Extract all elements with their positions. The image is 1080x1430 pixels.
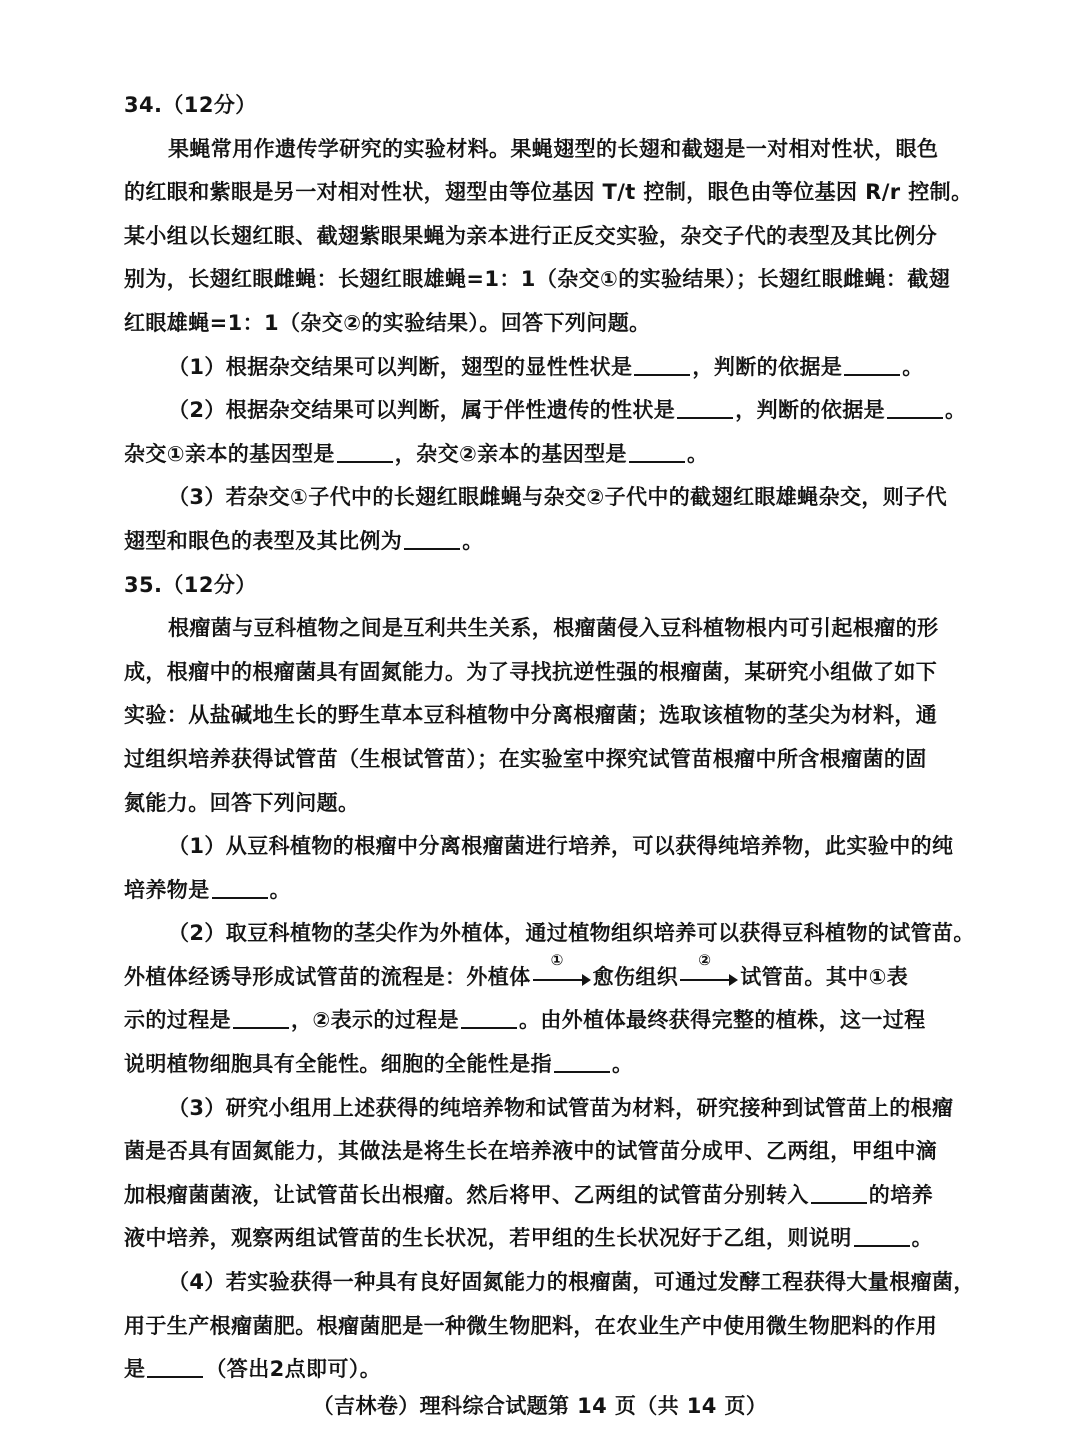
q35-sub4-text: （答出2点即可）。 xyxy=(205,1357,382,1382)
answer-blank[interactable] xyxy=(212,877,268,899)
q34-stem-line: 红眼雄蝇=1：1（杂交②的实验结果）。回答下列问题。 xyxy=(124,310,651,335)
period: 。 xyxy=(945,398,967,423)
q35-sub3: （3）研究小组用上述获得的纯培养物和试管苗为材料，研究接种到试管苗上的根瘤 xyxy=(168,1095,954,1120)
flow-node-callus: 愈伤组织 xyxy=(592,964,679,989)
q34-sub3-text: 翅型和眼色的表型及其比例为 xyxy=(124,528,403,553)
q34-stem-line: 别为，长翅红眼雌蝇：长翅红眼雄蝇=1：1（杂交①的实验结果）；长翅红眼雌蝇：截翅 xyxy=(124,267,951,292)
q35-sub4-cont xyxy=(124,1348,986,1392)
q34-stem-line: 某小组以长翅红眼、截翅紫眼果蝇为亲本进行正反交实验，杂交子代的表型及其比例分 xyxy=(124,223,938,248)
answer-blank[interactable] xyxy=(677,397,733,419)
period: 。 xyxy=(686,441,709,466)
exam-page xyxy=(124,84,986,1392)
q35-sub2-text: 。由外植体最终获得完整的植株，这一过程 xyxy=(518,1008,926,1033)
q34-sub2-text: ，杂交②亲本的基因型是 xyxy=(394,441,627,466)
period: 。 xyxy=(902,354,924,379)
q35-stem-line: 过组织培养获得试管苗（生根试管苗）；在实验室中探究试管苗根瘤中所含根瘤菌的固 xyxy=(124,746,927,771)
flow-step-label: ① xyxy=(550,950,564,969)
q35-sub2: （2）取豆科植物的茎尖作为外植体，通过植物组织培养可以获得豆科植物的试管苗。 xyxy=(168,921,975,946)
page-footer: （吉林卷）理科综合试题第 14 页（共 14 页） xyxy=(312,1394,768,1418)
q35-heading: 35.（12分） xyxy=(124,572,257,597)
q35-sub3-text: 的培养 xyxy=(868,1182,933,1207)
q34-sub2-text: ，判断的依据是 xyxy=(735,398,886,423)
q35-sub2-cont xyxy=(124,1043,986,1087)
flow-step-label: ② xyxy=(698,950,712,969)
q35-sub2-text: 示的过程是 xyxy=(124,1008,231,1033)
q35-sub3-cont: 菌是否具有固氮能力，其做法是将生长在培养液中的试管苗分成甲、乙两组，甲组中滴 xyxy=(124,1139,938,1164)
q35-sub4: （4）若实验获得一种具有良好固氮能力的根瘤菌，可通过发酵工程获得大量根瘤菌， xyxy=(168,1270,975,1295)
q35-sub1: （1）从豆科植物的根瘤中分离根瘤菌进行培养，可以获得纯培养物，此实验中的纯 xyxy=(168,834,954,859)
flow-node-plantlet: 试管苗 xyxy=(740,964,805,989)
answer-blank[interactable] xyxy=(147,1356,203,1378)
q35-sub1-cont xyxy=(124,869,986,913)
answer-blank[interactable] xyxy=(844,354,900,376)
q35-stem-line: 实验：从盐碱地生长的野生草本豆科植物中分离根瘤菌；选取该植物的茎尖为材料，通 xyxy=(124,703,938,728)
answer-blank[interactable] xyxy=(854,1225,910,1247)
q34-sub3: （3）若杂交①子代中的长翅红眼雌蝇与杂交②子代中的截翅红眼雄蝇杂交，则子代 xyxy=(168,485,947,510)
q35-stem-line: 成，根瘤中的根瘤菌具有固氮能力。为了寻找抗逆性强的根瘤菌，某研究小组做了如下 xyxy=(124,659,938,684)
q35-sub3-cont xyxy=(124,1217,986,1261)
q34-sub2-text: 杂交①亲本的基因型是 xyxy=(124,441,335,466)
q34-sub2 xyxy=(124,389,986,433)
answer-blank[interactable] xyxy=(811,1182,867,1204)
answer-blank[interactable] xyxy=(404,528,460,550)
q34-sub1-text: （1）根据杂交结果可以判断，翅型的显性性状是 xyxy=(168,354,633,379)
q34-stem-line: 的红眼和紫眼是另一对相对性状，翅型由等位基因 T/t 控制，眼色由等位基因 R/r 控制。 xyxy=(124,180,973,205)
q35-sub2-text: 。其中①表 xyxy=(804,964,909,989)
answer-blank[interactable] xyxy=(233,1007,289,1029)
q35-sub2-text: 说明植物细胞具有全能性。细胞的全能性是指 xyxy=(124,1052,552,1077)
q35-sub2-text: 外植体经诱导形成试管苗的流程是： xyxy=(124,964,467,989)
q34-heading: 34.（12分） xyxy=(124,93,257,117)
answer-blank[interactable] xyxy=(461,1007,517,1029)
q35-stem-line: 氮能力。回答下列问题。 xyxy=(124,790,360,815)
flow-node-explant: 外植体 xyxy=(466,964,531,989)
q35-sub1-text: 培养物是 xyxy=(124,877,210,902)
q35-sub3-text: 液中培养，观察两组试管苗的生长状况，若甲组的生长状况好于乙组，则说明 xyxy=(124,1226,852,1251)
right-arrow-icon xyxy=(680,950,738,988)
period: 。 xyxy=(462,528,484,553)
q34-sub3-cont xyxy=(124,520,986,564)
q35-sub4-cont: 用于生产根瘤菌肥。根瘤菌肥是一种微生物肥料，在农业生产中使用微生物肥料的作用 xyxy=(124,1313,938,1338)
q34-sub2-text: （2）根据杂交结果可以判断，属于伴性遗传的性状是 xyxy=(168,398,676,423)
period: 。 xyxy=(269,877,292,902)
q35-sub3-text: 加根瘤菌菌液，让试管苗长出根瘤。然后将甲、乙两组的试管苗分别转入 xyxy=(124,1182,809,1207)
q35-sub3-cont xyxy=(124,1174,986,1218)
right-arrow-icon xyxy=(533,950,591,988)
answer-blank[interactable] xyxy=(629,441,685,463)
period: 。 xyxy=(911,1226,934,1251)
q34-sub2-cont xyxy=(124,433,986,477)
q35-sub2-text: ，②表示的过程是 xyxy=(291,1008,459,1033)
q34-sub1 xyxy=(124,346,986,390)
q34-stem-line: 果蝇常用作遗传学研究的实验材料。果蝇翅型的长翅和截翅是一对相对性状，眼色 xyxy=(168,136,939,161)
period: 。 xyxy=(612,1052,634,1077)
q35-sub2-cont xyxy=(124,999,986,1043)
answer-blank[interactable] xyxy=(634,354,690,376)
q35-sub2-flow-line xyxy=(124,950,986,1000)
q35-sub4-text: 是 xyxy=(124,1357,146,1382)
answer-blank[interactable] xyxy=(887,397,943,419)
answer-blank[interactable] xyxy=(337,441,393,463)
answer-blank[interactable] xyxy=(554,1051,610,1073)
q34-sub1-text: ，判断的依据是 xyxy=(692,354,843,379)
q35-stem-line: 根瘤菌与豆科植物之间是互利共生关系，根瘤菌侵入豆科植物根内可引起根瘤的形 xyxy=(168,616,939,641)
